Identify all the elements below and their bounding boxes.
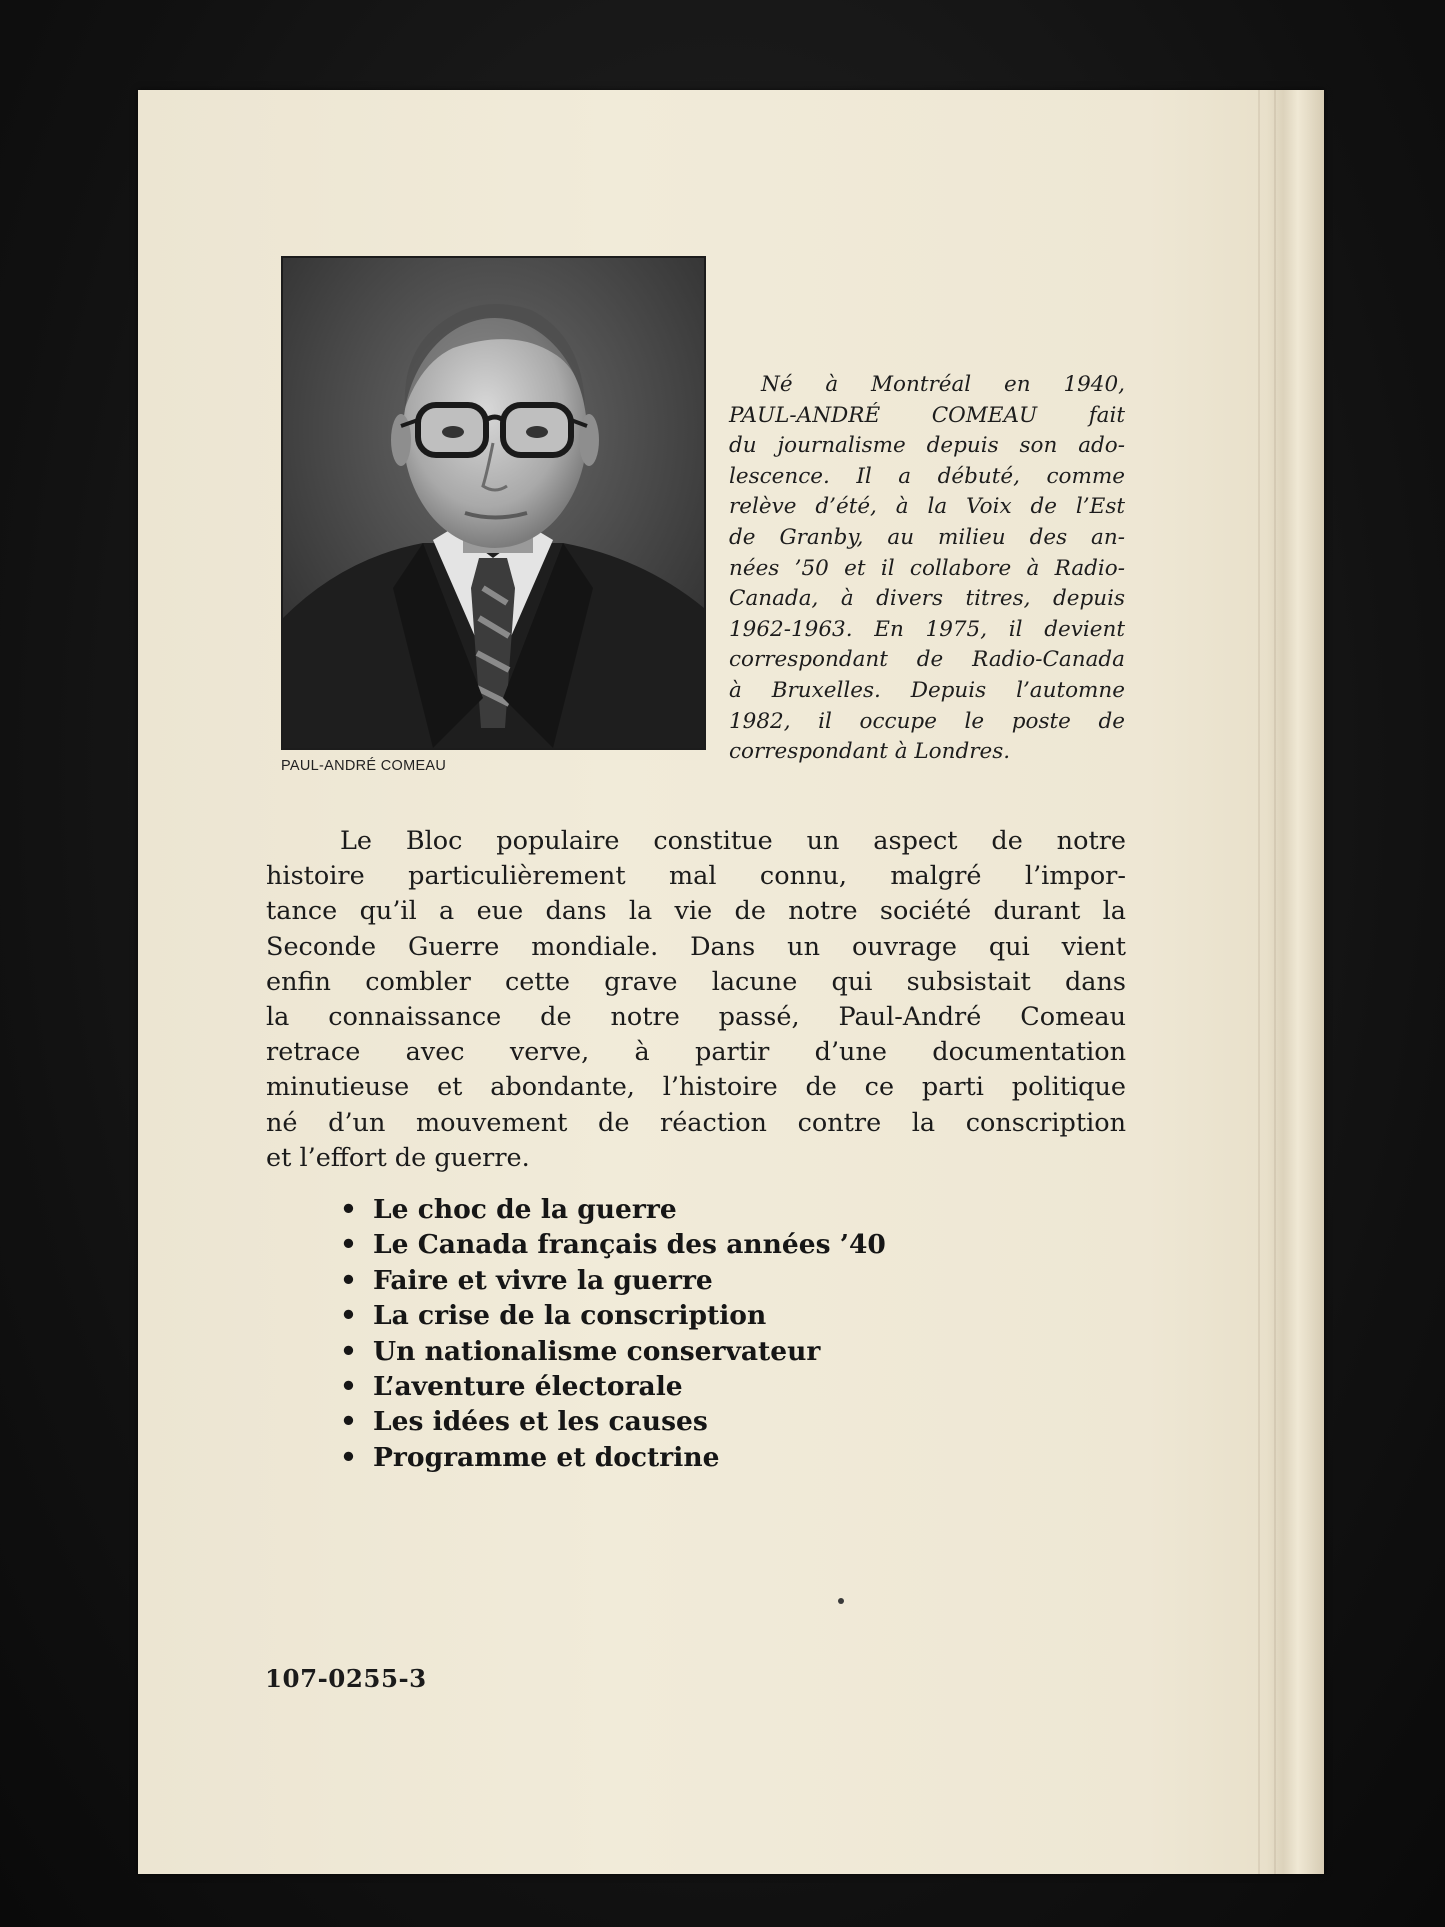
bio-line: relève d’été, à la Voix de l’Est xyxy=(729,494,1125,520)
summary-line: Seconde Guerre mondiale. Dans un ouvrage qui vient xyxy=(266,931,1126,962)
bio-line: à Bruxelles. Depuis l’automne xyxy=(729,677,1125,703)
chapter-item xyxy=(340,1298,886,1333)
chapter-item xyxy=(340,1440,886,1475)
chapter-item xyxy=(340,1369,886,1404)
summary-line: minutieuse et abondante, l’histoire de ce parti politique xyxy=(266,1072,1126,1103)
bullet-icon: • xyxy=(340,1264,357,1296)
summary-line: la connaissance de notre passé, Paul-André Comeau xyxy=(266,1002,1126,1033)
summary-line: né d’un mouvement de réaction contre la conscription xyxy=(266,1107,1126,1138)
chapter-title: Le choc de la guerre xyxy=(373,1194,677,1225)
chapter-item xyxy=(340,1227,886,1262)
cover-crease xyxy=(1274,90,1276,1874)
summary-line: enfin combler cette grave lacune qui subsistait dans xyxy=(266,966,1126,997)
bio-line: du journalisme depuis son ado- xyxy=(729,433,1125,459)
bullet-icon: • xyxy=(340,1441,357,1473)
summary-line: histoire particulièrement mal connu, malgré l’impor- xyxy=(266,861,1126,892)
book-back-cover xyxy=(138,90,1324,1874)
author-portrait-photo xyxy=(281,256,706,750)
bio-line: correspondant de Radio-Canada xyxy=(729,647,1125,673)
author-biography xyxy=(729,370,1125,768)
bullet-icon: • xyxy=(340,1406,357,1438)
chapter-title: Le Canada français des années ’40 xyxy=(373,1229,886,1261)
summary-line: tance qu’il a eue dans la vie de notre société durant la xyxy=(266,896,1126,927)
bullet-icon: • xyxy=(340,1335,357,1367)
summary-line: retrace avec verve, à partir d’une documentation xyxy=(266,1037,1126,1068)
bio-line: lescence. Il a débuté, comme xyxy=(729,463,1125,489)
summary-line: et l’effort de guerre. xyxy=(266,1142,530,1173)
chapter-title: L’aventure électorale xyxy=(373,1371,683,1403)
chapter-title: Les idées et les causes xyxy=(373,1406,708,1438)
cover-crease xyxy=(1258,90,1260,1874)
bio-line: 1962-1963. En 1975, il devient xyxy=(729,616,1125,642)
bio-line: 1982, il occupe le poste de xyxy=(729,708,1125,734)
bio-line: PAUL-ANDRÉ COMEAU fait xyxy=(729,402,1125,428)
bullet-icon: • xyxy=(340,1229,357,1261)
bio-line: Né à Montréal en 1940, xyxy=(761,372,1125,397)
chapter-item xyxy=(340,1404,886,1439)
book-summary xyxy=(266,824,1126,1176)
chapter-item xyxy=(340,1263,886,1298)
chapter-title: Programme et doctrine xyxy=(373,1441,720,1473)
summary-line: Le Bloc populaire constitue un aspect de notre xyxy=(340,826,1126,856)
chapter-item xyxy=(340,1334,886,1369)
bullet-icon: • xyxy=(340,1300,357,1332)
bio-line: de Granby, au milieu des an- xyxy=(729,524,1125,550)
bullet-icon: • xyxy=(340,1194,357,1225)
chapter-item xyxy=(340,1192,886,1227)
bio-line: correspondant à Londres. xyxy=(729,739,1011,765)
chapter-title: Un nationalisme conservateur xyxy=(373,1335,821,1367)
bio-line: nées ’50 et il collabore à Radio- xyxy=(729,555,1125,581)
paper-speck xyxy=(838,1598,844,1604)
bullet-icon: • xyxy=(340,1371,357,1403)
bio-line: Canada, à divers titres, depuis xyxy=(729,586,1125,612)
portrait-illustration xyxy=(283,258,704,748)
chapter-title: La crise de la conscription xyxy=(373,1300,767,1332)
photo-caption: PAUL-ANDRÉ COMEAU xyxy=(281,758,447,774)
chapter-title: Faire et vivre la guerre xyxy=(373,1264,713,1296)
isbn-code: 107-0255-3 xyxy=(265,1664,427,1693)
chapter-list xyxy=(340,1192,886,1475)
